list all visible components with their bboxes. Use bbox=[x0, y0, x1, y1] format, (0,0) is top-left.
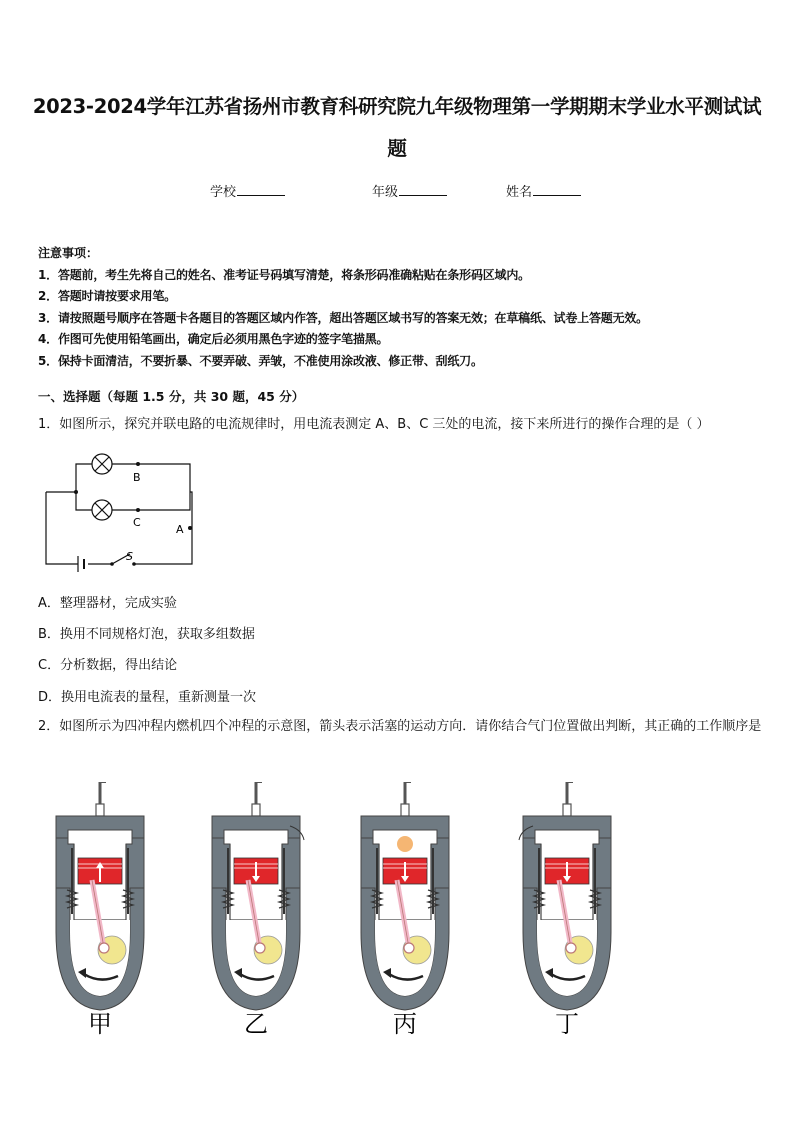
q1-option-c[interactable]: C．分析数据，得出结论 bbox=[38, 658, 178, 673]
q1-option-d[interactable]: D．换用电流表的量程，重新测量一次 bbox=[38, 690, 257, 705]
note-item: 5．保持卡面清洁，不要折暴、不要弄破、弄皱，不准使用涂改液、修正带、刮纸刀。 bbox=[38, 353, 483, 368]
name-field[interactable] bbox=[506, 181, 581, 200]
point-b-dot bbox=[136, 462, 140, 466]
point-c-dot bbox=[136, 508, 140, 512]
note-item: 4．作图可先使用铅笔画出，确定后必须用黑色字迹的签字笔描黑。 bbox=[38, 332, 389, 346]
spark-flash-icon bbox=[397, 836, 413, 852]
grade-field[interactable] bbox=[372, 181, 447, 200]
point-a-dot bbox=[188, 526, 192, 530]
label-bing: 丙 bbox=[393, 1010, 417, 1038]
engine-strokes-figure bbox=[40, 782, 650, 1052]
page-title: 2023-2024学年江苏省扬州市教育科研究院九年级物理第一学期期末学业水平测试试题 bbox=[32, 95, 762, 160]
label-a: A bbox=[176, 523, 184, 536]
grade-label: 年级 bbox=[372, 185, 399, 200]
name-label: 姓名 bbox=[506, 185, 533, 200]
question-1-stem: 1．如图所示，探究并联电路的电流规律时，用电流表测定 A、B、C 三处的电流，接下来所进行的操作合理的是（ ） bbox=[38, 417, 710, 432]
label-jia: 甲 bbox=[88, 1010, 112, 1038]
label-s: S bbox=[126, 550, 133, 563]
section-heading: 一、选择题（每题 1.5 分，共 30 题，45 分） bbox=[38, 389, 305, 404]
note-item: 3．请按照题号顺序在答题卡各题目的答题区域内作答，超出答题区域书写的答案无效；在草稿纸、试卷上答题无效。 bbox=[38, 310, 648, 325]
school-label: 学校 bbox=[210, 185, 237, 200]
junction-dot bbox=[74, 490, 78, 494]
label-yi: 乙 bbox=[244, 1010, 268, 1038]
label-b: B bbox=[133, 471, 141, 484]
label-ding: 丁 bbox=[555, 1010, 579, 1038]
school-field[interactable] bbox=[210, 181, 285, 200]
q1-option-b[interactable]: B．换用不同规格灯泡，获取多组数据 bbox=[38, 627, 255, 642]
question-2-stem: 2．如图所示为四冲程内燃机四个冲程的示意图，箭头表示活塞的运动方向．请你结合气门位置做出判断，其正确的工作顺序是 bbox=[38, 719, 762, 734]
q1-option-a[interactable]: A．整理器材，完成实验 bbox=[38, 596, 177, 611]
engine-yi bbox=[212, 782, 304, 1038]
exam-notes bbox=[38, 243, 768, 372]
notes-heading: 注意事项： bbox=[38, 246, 99, 260]
engine-jia bbox=[56, 782, 144, 1038]
label-c: C bbox=[133, 516, 141, 529]
note-item: 2．答题时请按要求用笔。 bbox=[38, 289, 176, 303]
student-info-fields bbox=[0, 181, 794, 201]
parallel-circuit-diagram bbox=[40, 448, 200, 578]
engine-bing bbox=[361, 782, 449, 1038]
engine-ding bbox=[519, 782, 611, 1038]
note-item: 1．答题前，考生先将自己的姓名、准考证号码填写清楚，将条形码准确粘贴在条形码区域内。 bbox=[38, 267, 530, 282]
